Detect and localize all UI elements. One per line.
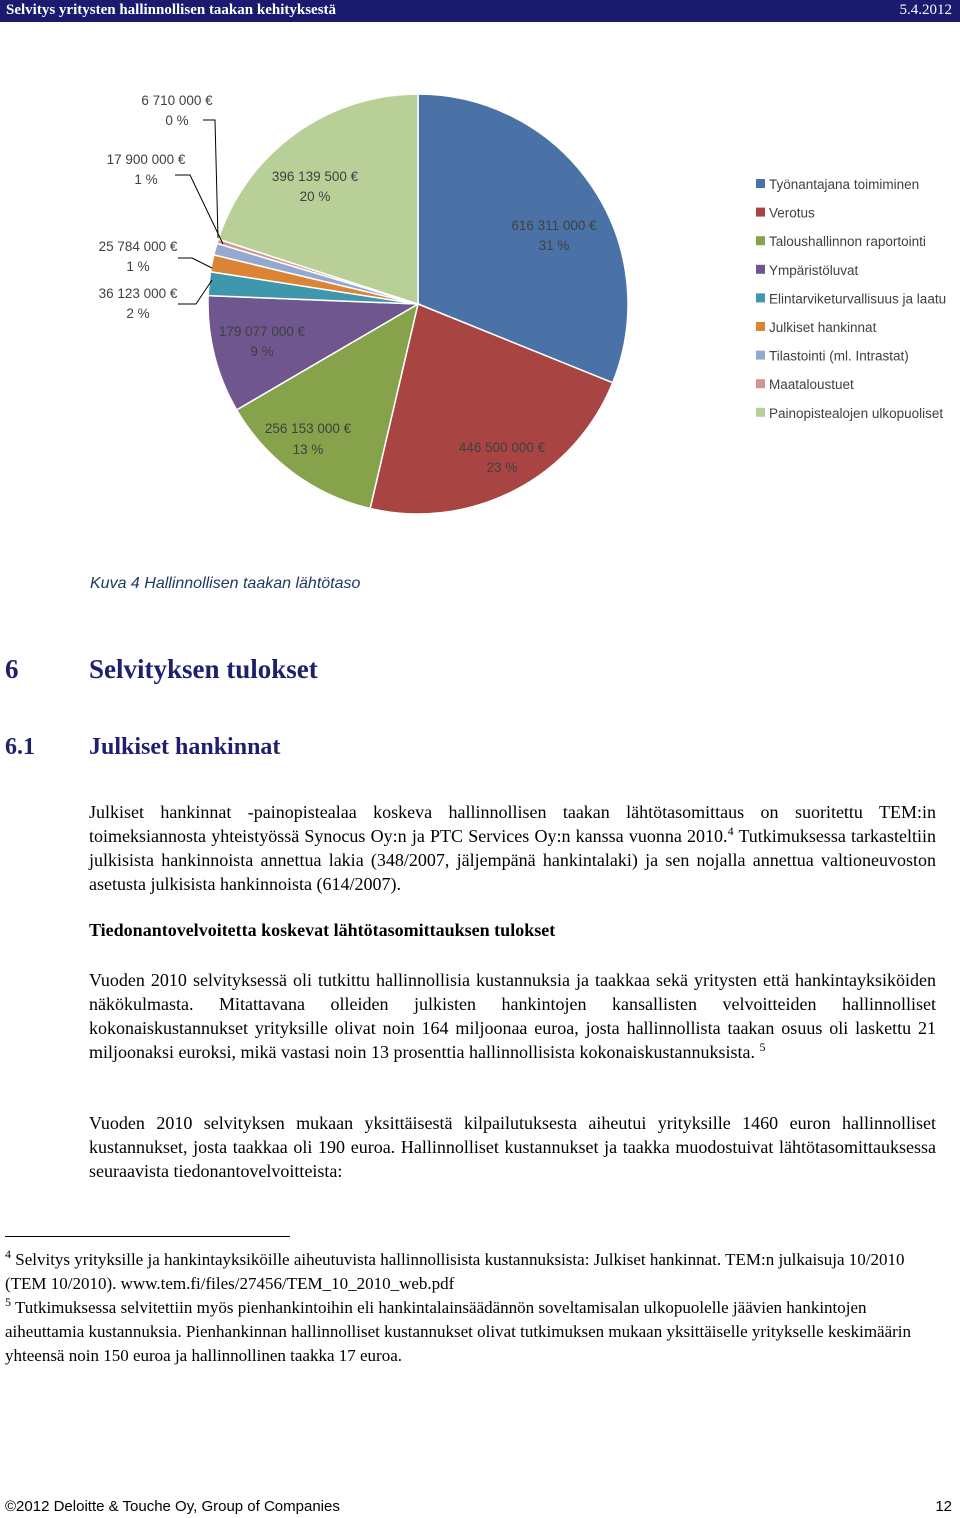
legend-swatch-2 bbox=[756, 236, 765, 245]
leader-line-maataloustuet bbox=[203, 120, 218, 238]
page-number: 12 bbox=[935, 1498, 952, 1515]
slice-value-label: 446 500 000 € bbox=[458, 440, 546, 455]
paragraph-intro bbox=[89, 800, 936, 896]
legend-label-4: Elintarviketurvallisuus ja laatu bbox=[769, 291, 947, 307]
slice-percent-label: 0 % bbox=[165, 113, 189, 128]
slice-percent-label: 13 % bbox=[292, 442, 324, 457]
legend-swatch-0 bbox=[756, 179, 765, 188]
footnote-ref-5[interactable]: 5 bbox=[759, 1040, 766, 1054]
footnote-divider bbox=[5, 1236, 290, 1237]
paragraph-text: Vuoden 2010 selvityksessä oli tutkittu hallinnollisia kustannuksia ja taakkaa sekä yritysten että hankintayksiköiden näkökulmasta. Mitattavana olleiden julkisten hankintojen kansallisten velvoitteiden hallinnolliset kokonaiskustannukset yrityksille olivat noin 164 miljoonaa euroa, josta hallinnollista taakan osuus oli laskettu 21 miljoonaksi euroksi, mikä vastasi noin 13 prosenttia hallinnollisista kokonaiskustannuksista. bbox=[89, 970, 936, 1062]
document-date: 5.4.2012 bbox=[899, 2, 952, 18]
slice-value-label: 256 153 000 € bbox=[264, 421, 352, 436]
legend-label-7: Maataloustuet bbox=[769, 377, 854, 393]
slice-value-label: 396 139 500 € bbox=[271, 169, 359, 184]
slice-value-label: 6 710 000 € bbox=[141, 93, 213, 108]
results-subheading: Tiedonantovelvoitetta koskevat lähtötasomittauksen tulokset bbox=[89, 920, 556, 940]
legend-swatch-5 bbox=[756, 322, 765, 331]
legend-label-8: Painopistealojen ulkopuoliset bbox=[769, 405, 944, 421]
footnote-text: Tutkimuksessa selvitettiin myös pienhankintoihin eli hankintalainsäädännön soveltamisalan ulkopuolelle jäävien hankintojen aiheuttamia kustannuksia. Pienhankinnan hallinnolliset kustannukset olivat tutkimuksen mukaan yksittäiselle yritykselle keskimäärin yhteensä noin 150 euroa ja hallinnollinen taakka 17 euroa. bbox=[5, 1298, 912, 1365]
footnote-5 bbox=[5, 1296, 935, 1368]
paragraph-costs: Vuoden 2010 selvityksen mukaan yksittäisestä kilpailutuksesta aiheutui yrityksille 1460 euron hallinnolliset kustannukset, josta taakkaa oli 190 euroa. Hallinnolliset kustannukset ja taakka muodostuivat lähtötasomittauksessa seuraavista tiedonantovelvoitteista: bbox=[89, 1113, 936, 1181]
leader-line-tilastointi bbox=[175, 175, 223, 244]
legend-label-0: Työnantajana toimiminen bbox=[769, 177, 920, 192]
slice-value-label: 25 784 000 € bbox=[98, 239, 178, 254]
paragraph-text: Julkiset hankinnat -painopistealaa koskeva hallinnollisen taakan lähtötasomittaus on suoritettu TEM:in toimeksiannosta yhteistyössä Synocus Oy:n ja PTC Services Oy:n kanssa vuonna 2010. bbox=[89, 802, 936, 846]
footnote-number: 4 bbox=[5, 1247, 11, 1261]
figure-caption: Kuva 4 Hallinnollisen taakan lähtötaso bbox=[90, 575, 361, 592]
subsection-number: 6.1 bbox=[5, 734, 35, 760]
paragraph-text: Tutkimuksessa tarkasteltiin julkisista hankinnoista annettua lakia (348/2007, jäljempänä hankintalaki) ja sen nojalla annettua valtioneuvoston asetusta julkisista hankinnoista (614/2007). bbox=[89, 826, 936, 894]
document-title: Selvitys yritysten hallinnollisen taakan kehityksestä bbox=[6, 2, 337, 18]
slice-percent-label: 1 % bbox=[126, 259, 150, 274]
footnote-4 bbox=[5, 1248, 935, 1296]
pie-chart bbox=[0, 30, 960, 530]
section-number: 6 bbox=[5, 654, 19, 684]
legend-label-5: Julkiset hankinnat bbox=[769, 320, 877, 335]
slice-percent-label: 20 % bbox=[299, 189, 331, 204]
legend-label-6: Tilastointi (ml. Intrastat) bbox=[769, 348, 909, 364]
slice-percent-label: 2 % bbox=[126, 306, 150, 321]
slice-percent-label: 31 % bbox=[538, 238, 570, 253]
slice-percent-label: 9 % bbox=[250, 344, 274, 359]
section-title: Selvityksen tulokset bbox=[89, 654, 318, 684]
subsection-heading bbox=[5, 734, 280, 761]
subsection-title: Julkiset hankinnat bbox=[89, 734, 281, 760]
paragraph-results bbox=[89, 968, 936, 1064]
legend-label-3: Ympäristöluvat bbox=[769, 262, 859, 278]
slice-value-label: 179 077 000 € bbox=[218, 324, 306, 339]
slice-value-label: 36 123 000 € bbox=[98, 286, 178, 301]
slice-value-label: 17 900 000 € bbox=[106, 152, 186, 167]
footnote-ref-4[interactable]: 4 bbox=[727, 824, 734, 838]
footnote-number: 5 bbox=[5, 1295, 11, 1309]
legend-swatch-1 bbox=[756, 208, 765, 217]
legend-swatch-7 bbox=[756, 379, 765, 388]
pie-slices bbox=[208, 94, 628, 514]
chart-legend bbox=[756, 177, 946, 421]
footnote-text: Selvitys yrityksille ja hankintayksiköille aiheutuvista hallinnollisista kustannuksista: Julkiset hankinnat. TEM:n julkaisuja 10/2010 (TEM 10/2010). www.tem.fi/files/27456/TEM_10_2010_web.pdf bbox=[5, 1250, 905, 1293]
footer-copyright: ©2012 Deloitte & Touche Oy, Group of Companies bbox=[5, 1498, 340, 1515]
page-header bbox=[0, 0, 960, 22]
legend-label-1: Verotus bbox=[769, 205, 815, 221]
legend-swatch-3 bbox=[756, 265, 765, 274]
legend-swatch-6 bbox=[756, 351, 765, 360]
leader-line-julkiset bbox=[178, 258, 212, 268]
leader-line-elintarvike bbox=[178, 280, 212, 304]
legend-swatch-4 bbox=[756, 293, 765, 302]
legend-swatch-8 bbox=[756, 408, 765, 417]
slice-percent-label: 23 % bbox=[486, 460, 518, 475]
slice-value-label: 616 311 000 € bbox=[511, 218, 597, 233]
section-heading bbox=[5, 654, 318, 685]
legend-label-2: Taloushallinnon raportointi bbox=[769, 234, 926, 250]
slice-percent-label: 1 % bbox=[134, 172, 158, 187]
